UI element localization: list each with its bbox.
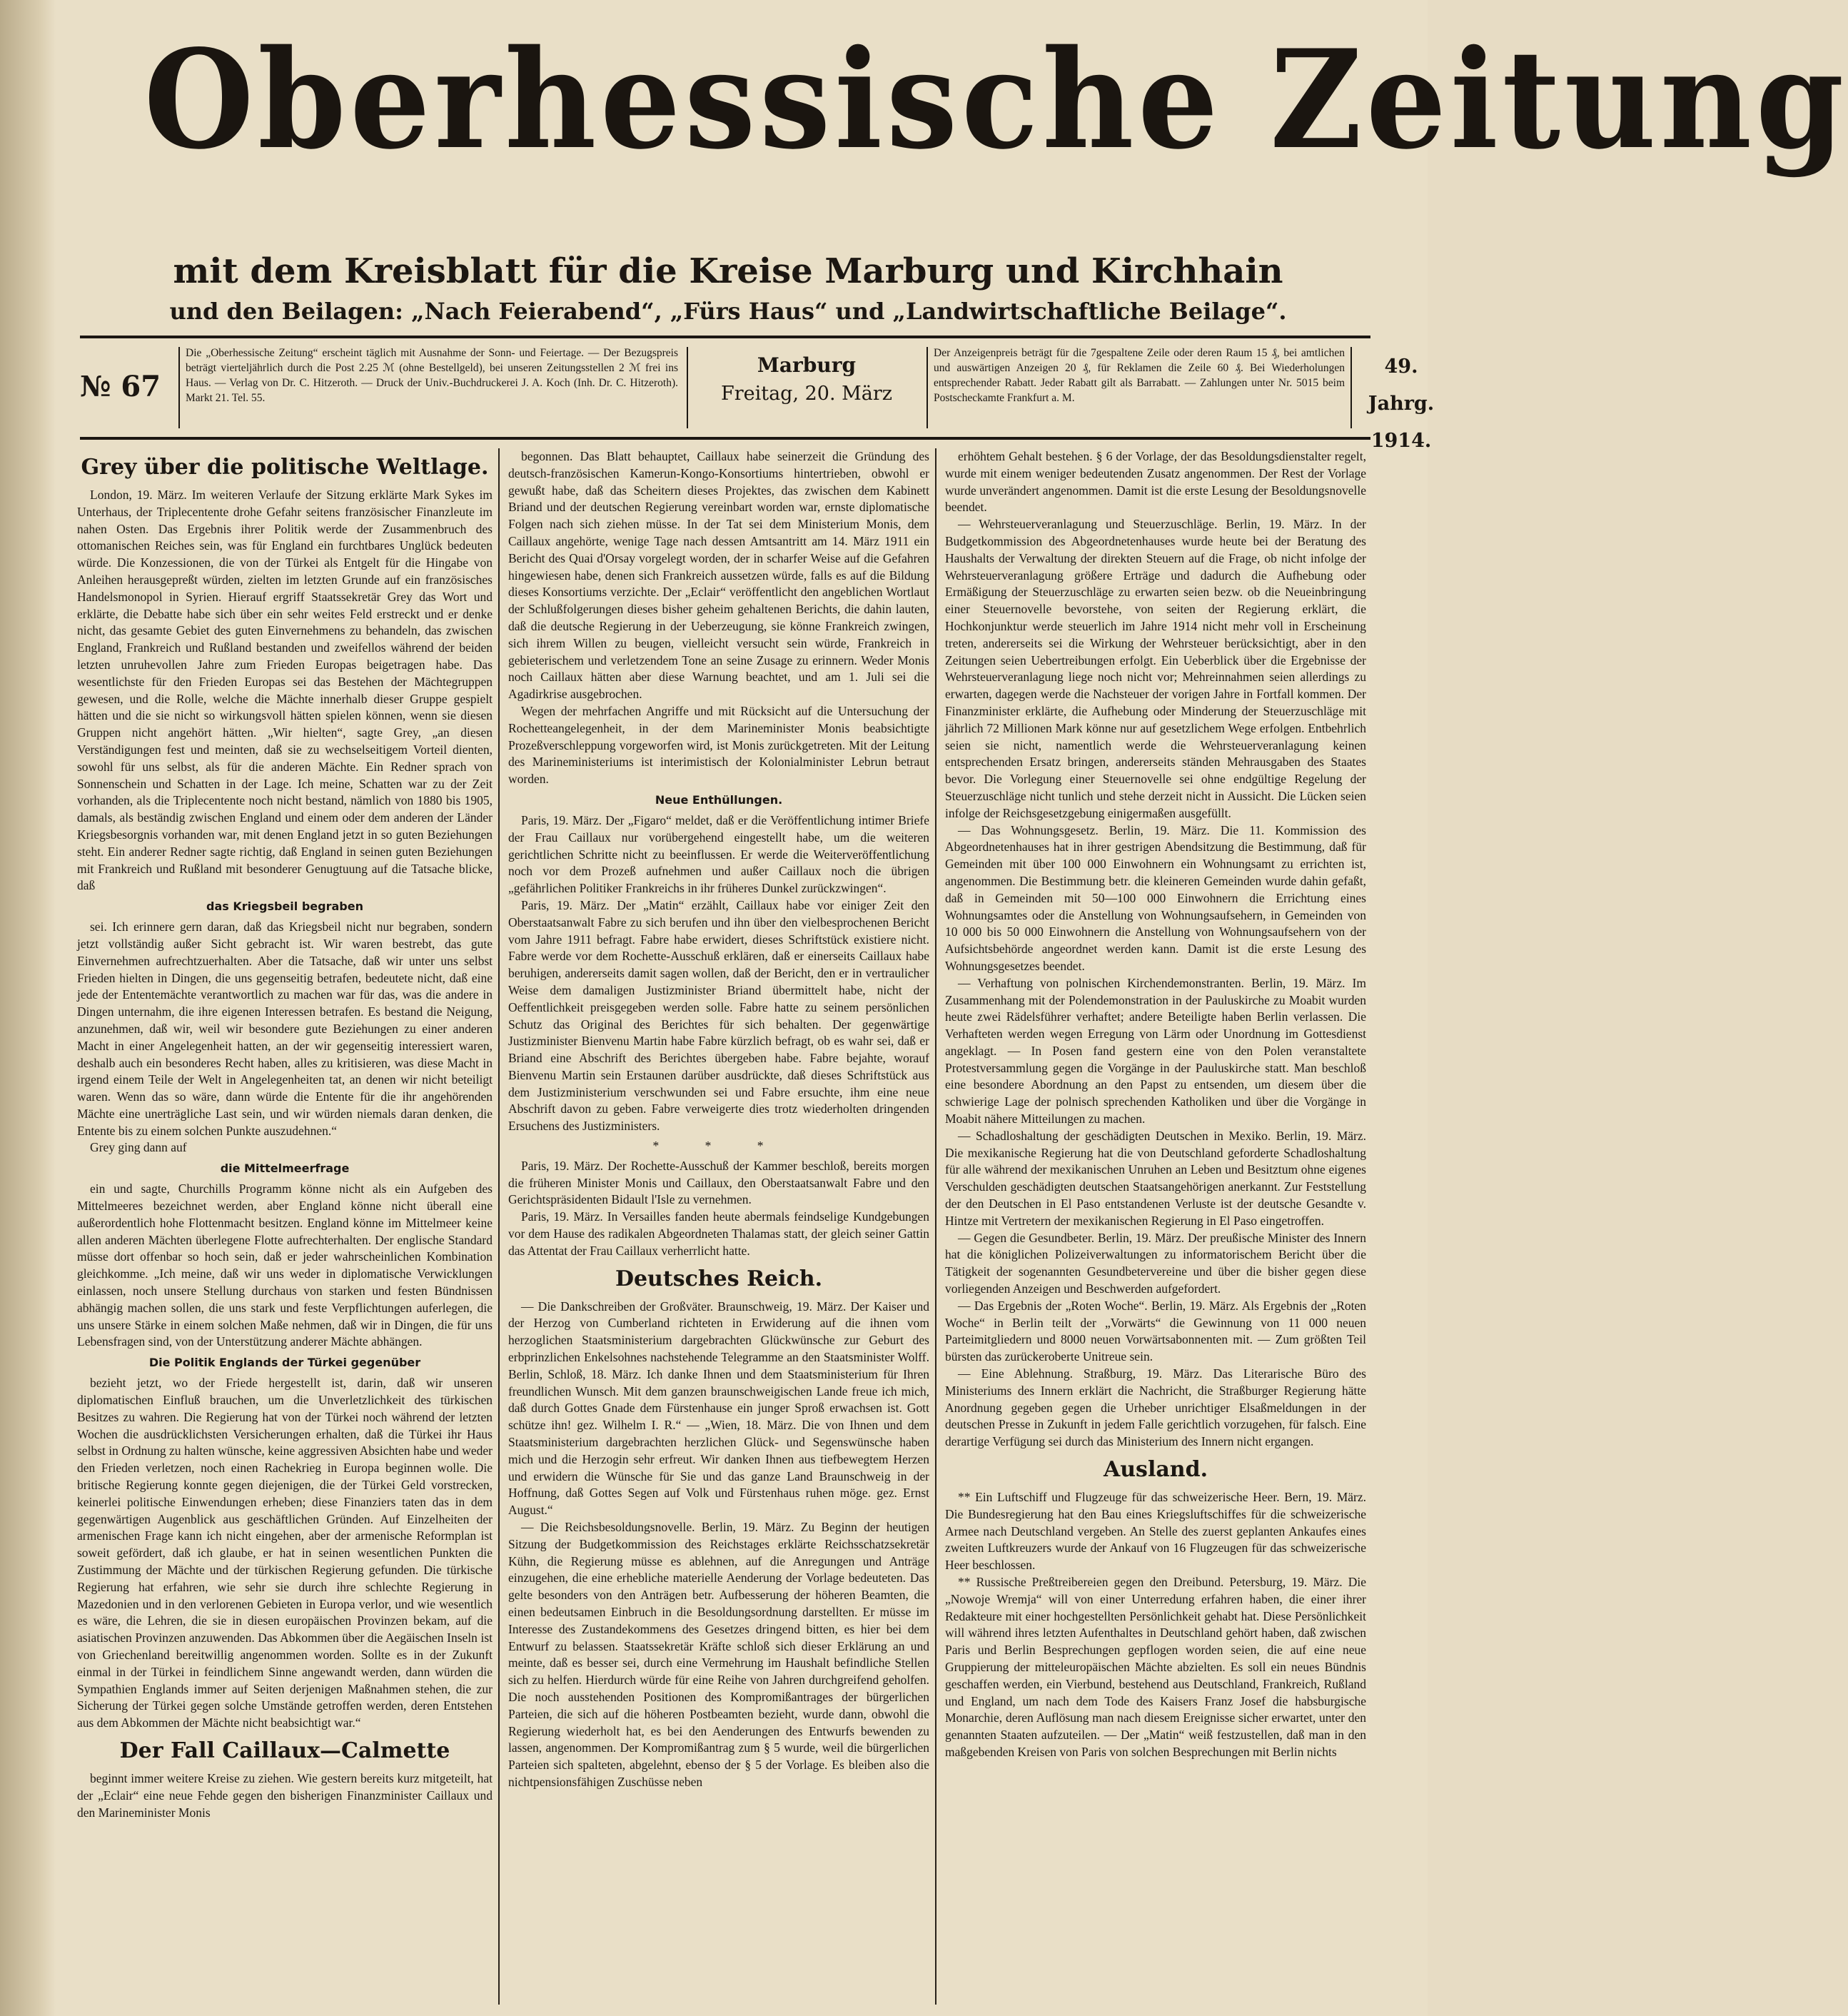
place-date-block	[692, 341, 921, 433]
issue-number: № 67	[80, 370, 161, 403]
article-paragraph: Grey ging dann auf	[90, 1140, 187, 1155]
column-1	[77, 448, 493, 2010]
article-paragraph: — Wehrsteuerveranlagung und Steuerzuschläge. Berlin, 19. März. In der Budgetkommission des Abgeordnetenhauses wurde heute bei der Beratung des Haushalts der Verwaltung der direkten Steuern auf die Frage, ob nicht infolge der Wehrsteuerveranlagung größere Erträge und dadurch die Aufhebung oder Ermäßigung der Steuerzuschläge zu erwarten seien bezw. ob die Neueinbringung einer Steuernovelle bevorstehe, von seiten der Regierung erklärt, die Hochkonjunktur werde steuerlich im Jahre 1914 nicht mehr voll in Erscheinung treten, andererseits sei die Wirkung der Wehrsteuer berücksichtigt, aber in den Zeitungen seien Uebertreibungen erfolgt. Ein Ueberblick über die Ergebnisse der Wehrsteuerveranlagung liege noch nicht vor; Mehreinnahmen seien allerdings zu erwarten, dagegen werde die Nachsteuer der vorigen Jahre in Fortfall kommen. Der Finanzminister erklärte, die Aufhebung oder Minderung der Steuerzuschläge mit jährlich 72 Millionen Mark könne nur auf gesetzlichem Wege erfolgen. Entbehrlich seien sie nicht, namentlich werde die Wehrsteuerveranlagung keinen entsprechenden Ersatz bringen, andererseits ständen Mehrausgaben des Staates bevor. Die Vorlegung einer Steuernovelle sei ohne endgültige Regelung der Steuerzuschläge nicht tunlich und stehe derzeit nicht in Aussicht. Die Lücken seien infolge der Reichsgesetzgebung einigermaßen ausgefüllt.	[945, 517, 1366, 820]
column-2	[508, 448, 929, 2010]
masthead-subtitle: mit dem Kreisblatt für die Kreise Marburg und Kirchhain	[173, 251, 1283, 291]
article-paragraph: — Schadloshaltung der geschädigten Deutschen in Mexiko. Berlin, 19. März. Die mexikanische Regierung hat die von Deutschland geforderte Schadloshaltung für alle während der mexikanischen Unruhen an Leben und Besitztum ohne eigenes Verschulden geschädigten deutschen Staatsangehörigen anerkannt. Zur Feststellung der den Deutschen in El Paso entstandenen Verluste ist der deutsche Gesandte v. Hintze mit Vertretern der mexikanischen Regierung in El Paso eingetroffen.	[945, 1128, 1366, 1228]
article-paragraph: — Gegen die Gesundbeter. Berlin, 19. März. Der preußische Minister des Innern hat die königlichen Polizeiverwaltungen zu informatorischem Bericht über die Tätigkeit der sogenannten Gesundbetervereine und über die bisher gegen diese vorliegenden Anzeigen und Beschwerden aufgefordert.	[945, 1230, 1366, 1296]
column-3	[945, 448, 1366, 2010]
ad-price-note: Der Anzeigenpreis beträgt für die 7gespaltene Zeile oder deren Raum 15 ₰, bei amtlichen und auswärtigen Anzeigen 20 ₰, für Reklamen die Zeile 60 ₰. Bei Wiederholungen entsprechender Rabatt. Jeder Rabatt gilt als Barrabatt. — Zahlungen unter Nr. 5015 beim Postscheckamte Frankfurt a. M.	[934, 347, 1345, 404]
article-paragraph: — Verhaftung von polnischen Kirchendemonstranten. Berlin, 19. März. Im Zusammenhang mit der Polendemonstration in der Pauluskirche zu Moabit wurden heute zwei Rädelsführer verhaftet; andere Beteiligte haben Berlin verlassen. Die Verhafteten werden wegen Erregung von Lärm oder Unordnung im Gottesdienst angeklagt. — In Posen fand gestern eine von den Polen veranstaltete Protestversammlung gegen die Vorgänge in der Pauluskirche statt. Man beschloß eine besondere Abordnung an den Papst zu entsenden, um diesem über die schwierige Lage der polnisch sprechenden Katholiken und über die Vorgänge in Moabit nähere Mitteilungen zu machen.	[945, 975, 1366, 1127]
article-paragraph: erhöhtem Gehalt bestehen. § 6 der Vorlage, der das Besoldungsdienstalter regelt, wurde mit einem weniger bedeutenden Zusatz angenommen. Der Rest der Vorlage wurde unverändert angenommen. Damit ist die erste Lesung der Besoldungsnovelle beendet.	[945, 449, 1366, 515]
volume-block	[1355, 341, 1448, 452]
page-edge	[0, 0, 56, 2016]
column-divider	[935, 448, 936, 2005]
city-name: Marburg	[757, 353, 857, 377]
article-paragraph: sei. Ich erinnere gern daran, daß das Kriegsbeil nicht nur begraben, sondern jetzt vollständig außer Sicht gebracht ist. Wir waren bestrebt, das gute Einvernehmen aufrechtzuerhalten. Aber die Tatsache, daß wir unter uns selbst Frieden hielten in Dingen, die uns gegenseitig betrafen, bedeutete nicht, daß eine jede der Ententemächte verantwortlich zu machen war für das, was die andere in Dingen unternahm, die ihre eigenen Interessen betrafen. Es bestand die Neigung, anzunehmen, daß wir, weil wir besondere gute Beziehungen zu einer anderen Macht in einer Angelegenheit hatten, an der wir gegenseitig interessiert waren, deshalb auch ein besonderes Recht haben, alles zu kritisieren, was diese Macht in irgend einem Teile der Welt in Angelegenheiten tat, an denen wir nicht beteiligt waren. Wenn das so wäre, dann würde die Entente für die ihr angehörenden Mächte eine unerträgliche Last sein, und wir würden niemals daran denken, die Entente bis zu einem solchen Punkte auszudehnen.“	[77, 919, 493, 1138]
masthead-supplements: und den Beilagen: „Nach Feierabend“, „Fürs Haus“ und „Landwirtschaftliche Beilage“.	[169, 298, 1287, 325]
article-paragraph: Wegen der mehrfachen Angriffe und mit Rücksicht auf die Untersuchung der Rochetteangelegenheit, in der dem Marineminister Monis beabsichtigte Prozeßverschleppung vorgeworfen wird, ist Monis zurückgetreten. Mit der Leitung des Marineministeriums ist interimistisch der Kolonialminister Lebrun betraut worden.	[508, 703, 929, 787]
article-headline: Der Fall Caillaux—Calmette	[119, 1738, 450, 1763]
article-paragraph: ** Russische Preßtreibereien gegen den Dreibund. Petersburg, 19. März. Die „Nowoje Wremja“ will von einer Unterredung erfahren haben, die einer ihrer Redakteure mit einer hochgestellten Persönlichkeit gehabt hat. Diese Persönlichkeit will während ihres letzten Aufenthaltes in Deutschland gehört haben, daß zwischen Paris und Berlin Besprechungen gepflogen worden seien, die auf eine neue Gruppierung der mitteleuropäischen Mächte abzielten. Es soll ein neues Bündnis geschaffen werden, ein Vierbund, bestehend aus Deutschland, Frankreich, Rußland und England, um nach dem Tode des Kaisers Franz Josef die habsburgische Monarchie, deren Auflösung man nach diesem Ereignisse sicher erwartet, unter den genannten Staaten aufzuteilen. — Der „Matin“ weiß festzustellen, daß man in den maßgebenden Kreisen von Paris von solchen Besprechungen mit Berlin nichts	[945, 1575, 1366, 1759]
column-divider	[498, 448, 500, 2005]
article-paragraph: ** Ein Luftschiff und Flugzeuge für das schweizerische Heer. Bern, 19. März. Die Bundesregierung hat den Bau eines Kriegsluftschiffes für die schweizerische Armee nach Deutschland vergeben. An Stelle des zuerst geplanten Ankaufes eines zweiten Luftkreuzers wurde der Ankauf von 16 Flugzeugen für das schweizerische Heer beschlossen.	[945, 1490, 1366, 1573]
article-paragraph: ein und sagte, Churchills Programm könne nicht als ein Aufgeben des Mittelmeeres bezeichnet werden, aber England könne nicht überall eine außerordentlich hohe Flottenmacht besitzen. England könne im Mittelmeer keine allen anderen Mächten überlegene Flotte aufrechterhalten. Der englische Standard müsse dort offenbar so hoch sein, daß er jeder wahrscheinlichen Kombination gleichkomme. „Ich meine, daß wir uns weder in diplomatische Verwicklungen einlassen, noch unsere Stellung durchaus von starken und festen Bündnissen abhängig machen sollen, die uns stark und feste Verpflichtungen auferlegen, die uns unsere Stärke in einem solchen Maße nehmen, daß wir in Dingen, die für uns Lebensfragen sind, von der Unterstützung anderer Mächte abhängen.	[77, 1181, 493, 1349]
article-headline: Grey über die politische Weltlage.	[81, 455, 489, 480]
article-paragraph: — Das Wohnungsgesetz. Berlin, 19. März. Die 11. Kommission des Abgeordnetenhauses hat in ihrer gestrigen Abendsitzung die Bestimmung, daß für Gemeinden mit über 100 000 Einwohnern ein Wohnungsamt zu errichten ist, angenommen. Die Bestimmung betr. die kleineren Gemeinden wurde dahin gefaßt, daß in Gemeinden mit 50—100 000 Einwohnern die Errichtung eines Wohnungsamtes oder die Anstellung von Wohnungsaufsehern, in Gemeinden von 10 000 bis 50 000 Einwohnern die Anstellung von Wohnungsaufsehern von der Aufsichtsbehörde angeordnet werden kann. Damit ist die erste Lesung des Wohnungsgesetzes beendet.	[945, 822, 1366, 973]
article-paragraph: bezieht jetzt, wo der Friede hergestellt ist, darin, daß wir unseren diplomatischen Einfluß brauchen, um die Unverletzlichkeit des türkischen Besitzes zu wahren. Die Regierung hat von der Türkei noch während der letzten Wochen die ausdrücklichsten Versicherungen erhalten, daß die Türkei ihr Haus selbst in Ordnung zu halten wünsche, keine aggressiven Absichten habe und weder den Frieden verletzen, noch einen Rachekrieg in Europa beginnen wolle. Die britische Regierung konnte gegen diejenigen, die der Türkei Geld vorstrecken, keinerlei politische Einwendungen erheben; diese Finanziers taten das in dem gegenwärtigen Augenblick aus geschäftlichen Gründen. Auf Einzelheiten der armenischen Frage kann ich nicht eingehen, aber der armenische Reformplan ist soweit gefördert, daß ich glaube, er hat in seinen wesentlichen Punkten die Zustimmung der Mächte und der türkischen Regierung gefunden. Die türkische Regierung hat erfahren, wie sehr sie durch ihre schlechte Regierung in Mazedonien und in den verlorenen Gebieten in Europa verlor, und wie wesentlich es wäre, die Lehren, die sie in diesen europäischen Provinzen bekam, auf die asiatischen Provinzen anzuwenden. Das Abkommen über die Aegäischen Inseln ist von Griechenland bereitwillig angenommen worden. Sollte es in der Zukunft einmal in der Türkei in feindlichem Sinne angewandt werden, dann würden die Sympathien Englands immer auf Seiten derjenigen Maßnahmen stehen, die zur Sicherung der Türkei gegen solche Umstände getroffen werden, deren Entstehen aus dem Abkommen der Mächte nicht beabsichtigt war.“	[77, 1376, 493, 1730]
article-paragraph: — Die Dankschreiben der Großväter. Braunschweig, 19. März. Der Kaiser und der Herzog von Cumberland richteten in Erwiderung auf die ihnen vom herzoglichen Staatsministerium dargebrachten Glückwünsche zur Geburt des erbprinzlichen Enkelsohnes nachstehende Telegramme an den Staatsminister Wolff. Berlin, Schloß, 18. März. Ich danke Ihnen und dem Staatsministerium für Ihren freundlichen Wunsch. Mit dem ganzen braunschweigischen Lande freue ich mich, daß durch Gottes Gnade dem Fürstenhause ein junger Sproß erwachsen ist. Gott schütze ihn! gez. Wilhelm I. R.“ — „Wien, 18. März. Die von Ihnen und dem Staatsministerium dargebrachten herzlichen Glück- und Segenswünsche haben mich und die Herzogin sehr erfreut. Wir danken Ihnen aus tiefbewegtem Herzen und erwidern die Wünsche für Sie und das ganze Land Braunschweig in der Hoffnung, daß Gottes Segen auf Volk und Fürstenhaus ruhen möge. gez. Ernst August.“	[508, 1299, 929, 1518]
divider	[687, 347, 688, 428]
divider	[926, 347, 928, 428]
section-separator: * * *	[652, 1139, 785, 1154]
section-headline: Ausland.	[1103, 1457, 1208, 1483]
divider	[1350, 347, 1352, 428]
article-subheading: Die Politik Englands der Türkei gegenüber	[148, 1356, 421, 1370]
article-paragraph: — Eine Ablehnung. Straßburg, 19. März. Das Literarische Büro des Ministeriums des Innern erklärt die Nachricht, die Straßburger Regierung hätte Anordnung gegeben gegen die Urheber unrichtiger Elsaßmeldungen in der deutschen Presse in Zukunft in jedem Falle gerichtlich vorzugehen, für falsch. Eine derartige Verfügung sei durch das Ministerium des Innern nicht ergangen.	[945, 1366, 1366, 1449]
divider	[178, 347, 180, 428]
article-subheading: das Kriegsbeil begraben	[206, 899, 363, 914]
article-subheading: Neue Enthüllungen.	[655, 792, 783, 807]
article-paragraph: London, 19. März. Im weiteren Verlaufe der Sitzung erklärte Mark Sykes im Unterhaus, der Triplecentente drohe Gefahr seitens französischer Finanzleute im nahen Osten. Das Ergebnis ihrer Politik werde der Zusammenbruch des ottomanischen Reiches sein, was für England ein furchtbares Unglück bedeuten würde. Die Konzessionen, die von der Türkei als Entgelt für die Hingabe von Anleihen herausgepreßt würden, zielten im letzten Grunde auf ein französisches Handelsmonopol in Syrien. Hierauf ergriff Staatssekretär Grey das Wort und erklärte, die Debatte habe sich über ein sehr weites Feld erstreckt und er denke nicht, das gesamte Gebiet des guten Einvernehmens zu behandeln, das zwischen England, Frankreich und Rußland bestanden und zweifellos während der beiden letzten unruhevollen Jahre zum Frieden Europas beigetragen habe. Das wesentlichste für den Frieden Europas sei das Bestehen der Mächtegruppen gewesen, und die Rolle, welche die Mächte innerhalb dieser Gruppe gespielt hätten und die sie nicht so wirkungsvoll hätten spielen können, wenn sie diesen Gruppen nicht angehört hätten. „Wir hielten“, sagte Grey, „an diesen Verständigungen fest und meinten, daß sie zu wechselseitigem Vorteil dienten, sowohl für uns selbst, als für die anderen Mächte. Ein Redner sprach von Sonnenschein und Schatten in der Lage. Ich meine, Schatten war zu der Zeit vorhanden, als die Triplecentente noch nicht bestand, nämlich von 1880 bis 1905, damals, als beständig zwischen England und einem oder dem anderen der Länder Kriegsbesorgnis vorhanden war, mit denen England jetzt in so guten Beziehungen steht. Ein anderer Redner sagte richtig, daß England in seinen guten Beziehungen mit Frankreich und Rußland mit besonderer Genugtuung auf die Tatsache blicke, daß	[77, 488, 493, 893]
article-paragraph: beginnt immer weitere Kreise zu ziehen. Wie gestern bereits kurz mitgeteilt, hat der „Eclair“ eine neue Fehde gegen den bisherigen Finanzminister Caillaux und den Marineminister Monis	[77, 1770, 493, 1820]
article-paragraph: Paris, 19. März. Der Rochette-Ausschuß der Kammer beschloß, bereits morgen die früheren Minister Monis und Caillaux, den Oberstaatsanwalt Fabre und den Gerichtspräsidenten Bidault l'Isle zu vernehmen.	[508, 1158, 929, 1207]
section-headline: Deutsches Reich.	[615, 1266, 823, 1291]
header-bar	[80, 341, 1435, 452]
issue-date: Freitag, 20. März	[720, 383, 893, 405]
article-paragraph: begonnen. Das Blatt behauptet, Caillaux habe seinerzeit die Gründung des deutsch-französischen Kamerun-Kongo-Konsortiums hintertrieben, obwohl er gewußt habe, daß das Scheitern dieses Projektes, das zwischen dem Kabinett Briand und der deutschen Regierung vereinbart worden war, ernste diplomatische Folgen nach sich ziehen müsse. In der Tat sei dem Ministerium Monis, dem Caillaux angehörte, wenige Tage nach dessen Amtsantritt am 14. März 1911 ein Bericht des Quai d'Orsay vorgelegt worden, der in scharfer Weise auf die Gefahren hingewiesen habe, denen sich Frankreich aussetzen würde, falls es auf die Bildung dieses Konsortiums verzichte. Der „Eclair“ veröffentlicht den angeblichen Wortlaut der Schlußfolgerungen dieses bisher geheim gehaltenen Berichts, die dahin lauten, daß die deutsche Regierung in der Ueberzeugung, sie könne Frankreich zwingen, sich ihrem Willen zu beugen, vielleicht versucht sein würde, Frankreich in gebieterischem und verletzendem Tone an seine Zusage zu erinnern. Weder Monis noch Caillaux hätten aber diese Warnung beachtet, und am 1. Juli sei die Agadirkrise ausgebrochen.	[508, 449, 929, 702]
publisher-note: Die „Oberhessische Zeitung“ erscheint täglich mit Ausnahme der Sonn- und Feiertage. — Der Bezugspreis beträgt vierteljährlich durch die Post 2.25 ℳ (ohne Bestellgeld), bei unseren Zeitungsstellen 2 ℳ frei ins Haus. — Verlag von Dr. C. Hitzeroth. — Druck der Univ.-Buchdruckerei J. A. Koch (Inh. Dr. C. Hitzeroth). Markt 21. Tel. 55.	[186, 347, 678, 404]
article-paragraph: Paris, 19. März. Der „Figaro“ meldet, daß er die Veröffentlichung intimer Briefe der Frau Caillaux nur vorübergehend eingestellt habe, um die weiteren gerichtlichen Schritte nicht zu beeinflussen. Er werde die Weiterveröffentlichung noch vor dem Prozeß aufnehmen und außer Caillaux noch die übrigen „gefährlichen Politiker Frankreichs in ihr früheres Dunkel zurückzwingen“.	[508, 812, 929, 896]
article-subheading: die Mittelmeerfrage	[220, 1161, 350, 1176]
masthead-title: Oberhessische Zeitung	[143, 20, 1848, 179]
year-label: 1914.	[1370, 430, 1432, 452]
article-paragraph: Paris, 19. März. In Versailles fanden heute abermals feindselige Kundgebungen vor dem Hause des radikalen Abgeordneten Thalamas statt, der gleich seiner Gattin das Attentat der Frau Caillaux verherrlicht hatte.	[508, 1209, 929, 1258]
volume-label: 49. Jahrg.	[1368, 356, 1435, 415]
article-paragraph: — Das Ergebnis der „Roten Woche“. Berlin, 19. März. Als Ergebnis der „Roten Woche“ in Berlin teilt der „Vorwärts“ die Gewinnung von 11 000 neuen Parteimitgliedern und 8000 neuen Vorwärtsabonnenten mit. — Zum größten Teil bürsten das zurückeroberte Unitreue sein.	[945, 1298, 1366, 1364]
header-bottom-rule	[80, 437, 1370, 440]
article-paragraph: — Die Reichsbesoldungsnovelle. Berlin, 19. März. Zu Beginn der heutigen Sitzung der Budgetkommission des Reichstages erklärte Reichsschatzsekretär Kühn, die Regierung müsse es ablehnen, auf die Anregungen und Anträge einzugehen, die eine erhebliche materielle Aenderung der Vorlage bedeuteten. Das gelte besonders von den Anträgen betr. Aufbesserung der höheren Beamten, die einen bedeutsamen Einbruch in die Besoldungsordnung darstellten. Er müsse im Interesse des Zustandekommens des Gesetzes dringend bitten, es hier bei dem Entwurf zu belassen. Staatssekretär Kräfte schloß sich dieser Erklärung an und meinte, daß es besser sei, durch eine Vermehrung im Haushalt befindliche Stellen sich zu helfen. Hierdurch würde für eine Reihe von Jahren durchgreifend geholfen. Die noch ausstehenden Positionen des Kompromißantrages der bürgerlichen Parteien, die sich auf die höheren Postbeamten bezieht, wurde dann, obwohl die Regierung wiederholt hat, es bei den Aenderungen des Entwurfs bewenden zu lassen, angenommen. Der Kompromißantrag zum § 5 wurde, weil die bürgerlichen Parteien sich spalteten, abgelehnt, ebenso der § 5 der Vorlage. Es bleiben also die nichtpensionsfähigen Zuschüsse neben	[508, 1520, 929, 1789]
article-paragraph: Paris, 19. März. Der „Matin“ erzählt, Caillaux habe vor einiger Zeit den Oberstaatsanwalt Fabre zu sich berufen und ihn über den vielbesprochenen Bericht vom Jahre 1911 befragt. Fabre habe erwidert, dieses Schriftstück existiere nicht. Fabre werde vor dem Rochette-Ausschuß erklären, daß er einerseits Caillaux habe beruhigen, andererseits damit sagen wollen, daß der Bericht, den er in vertraulicher Weise dem damaligen Justizminister Briand übermittelt habe, nicht der Oeffentlichkeit preisgegeben werden solle. Fabre hatte zu seinem persönlichen Schutz das Original des Berichtes für sich behalten. Der gegenwärtige Justizminister Bienvenu Martin habe Fabre kürzlich befragt, ob es wahr sei, daß er Briand eine Abschrift des Berichtes übergeben habe. Fabre bejahte, worauf Bienvenu Martin sein Erstaunen darüber ausdrückte, daß dieses Schriftstück aus dem Justizministerium verschwunden sei und Fabre ersuchte, ihm eine neue Abschrift davon zu geben. Fabre verweigerte dies trotz wiederholten dringenden Ersuchens des Justizministers.	[508, 897, 929, 1134]
header-top-rule	[80, 336, 1370, 338]
